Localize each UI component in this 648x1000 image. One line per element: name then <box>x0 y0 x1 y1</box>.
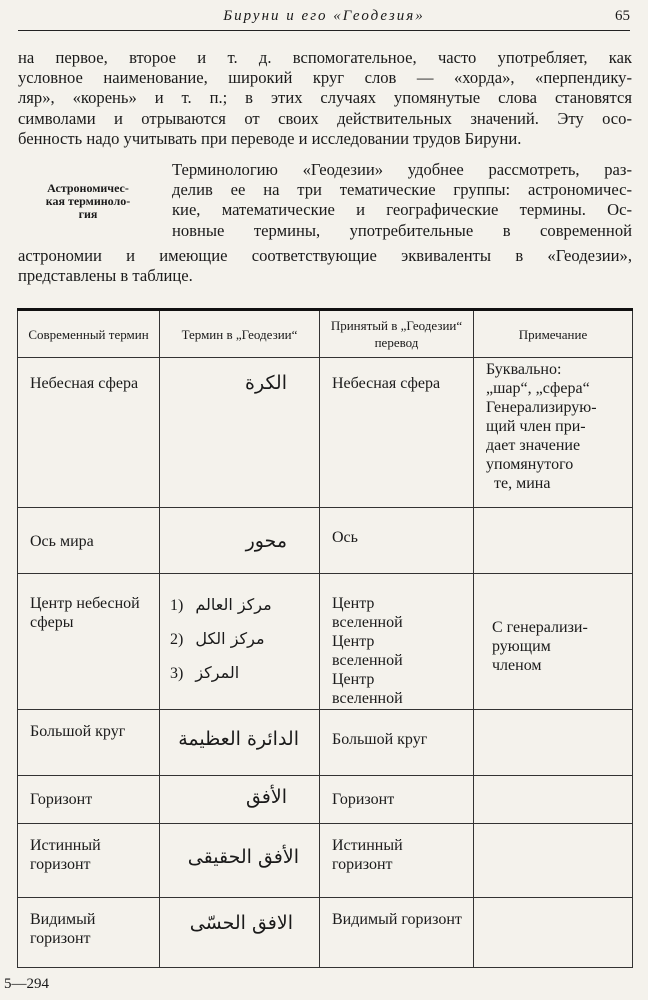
table-row <box>18 898 633 968</box>
arabic-term <box>160 710 320 776</box>
translation: Горизонт <box>320 776 474 824</box>
arabic-text: مركز الكل <box>195 629 265 648</box>
note <box>474 824 633 898</box>
note-line: „шар“, „сфера“ <box>486 380 590 397</box>
note <box>474 358 633 508</box>
table-row <box>18 824 633 898</box>
text-line: кие, математические и географические термины. Ос- <box>172 200 632 220</box>
paragraph-intro <box>18 48 632 149</box>
note <box>474 898 633 968</box>
text-line: на первое, второе и т. д. вспомогательное, часто употребляет, как <box>18 48 632 67</box>
arabic-term <box>160 776 320 824</box>
table-row <box>18 508 633 574</box>
modern-term: Центр небесной сферы <box>18 574 160 710</box>
running-header <box>18 4 630 31</box>
text-line: условное наименование, широкий круг слов — «хорда», «перпендику- <box>18 68 632 88</box>
note <box>474 508 633 574</box>
arabic-text: مركز العالم <box>195 595 272 614</box>
column-header: Термин в „Геодезии“ <box>160 310 320 358</box>
arabic-term <box>160 824 320 898</box>
modern-term: Истинный горизонт <box>18 824 160 898</box>
column-header: Примечание <box>474 310 633 358</box>
translation: Ось <box>320 508 474 574</box>
note <box>474 574 633 710</box>
text-line: бенность надо учитывать при переводе и исследовании трудов Бируни. <box>18 128 522 148</box>
item-number: 1) <box>170 597 184 614</box>
arabic-text: الافق الحسّى <box>189 912 293 934</box>
item-number: 3) <box>170 665 184 682</box>
table-row <box>18 358 633 508</box>
arabic-term-list <box>160 574 320 710</box>
text-line: представлены в таблице. <box>18 266 193 286</box>
paragraph-continuation <box>18 246 632 286</box>
printer-signature: 5—294 <box>4 976 49 992</box>
note-line: Генерализирую- <box>486 399 597 416</box>
text-line: астрономии и имеющие соответствующие эквиваленты в «Геодезии», <box>18 246 632 265</box>
side-heading-line: гия <box>78 207 98 221</box>
arabic-line <box>170 588 311 622</box>
text-line: символами и отрываются от своих действительных значений. Эту осо- <box>18 108 632 128</box>
modern-term: Ось мира <box>18 508 160 574</box>
translation: Истинный горизонт <box>320 824 474 898</box>
side-heading <box>18 182 158 221</box>
side-heading-line: кая терминоло- <box>45 194 131 208</box>
note-line: дает значение <box>486 437 581 454</box>
arabic-text: محور <box>245 530 287 552</box>
translation: Большой круг <box>320 710 474 776</box>
arabic-text: المركز <box>195 663 240 682</box>
note-line: упомянутого <box>486 456 574 473</box>
arabic-term <box>160 508 320 574</box>
arabic-term <box>160 358 320 508</box>
note-line: те, мина <box>494 475 551 492</box>
arabic-line <box>170 656 311 690</box>
arabic-term <box>160 898 320 968</box>
modern-term: Небесная сфера <box>18 358 160 508</box>
column-header: Принятый в „Геодезии“ перевод <box>320 310 474 358</box>
paragraph-terminology <box>172 160 632 241</box>
text-line: делив ее на три тематические группы: астрономичес- <box>172 180 632 200</box>
arabic-text: الأفق <box>245 786 287 808</box>
table-row <box>18 776 633 824</box>
modern-term: Большой круг <box>18 710 160 776</box>
text-line: ляр», «корень» и т. п.; в этих случаях упомянутые слова становятся <box>18 88 632 108</box>
arabic-text: الأفق الحقيقى <box>187 846 299 868</box>
item-number: 2) <box>170 631 184 648</box>
note <box>474 710 633 776</box>
note-line: Буквально: <box>486 361 562 378</box>
arabic-line <box>170 622 311 656</box>
translation: Центр вселенной Центр вселенной Центр вселенной <box>320 574 474 710</box>
column-header: Современный термин <box>18 310 160 358</box>
modern-term: Горизонт <box>18 776 160 824</box>
side-heading-line: Астрономичес- <box>47 181 129 195</box>
table-row <box>18 574 633 710</box>
page-number: 65 <box>615 8 630 24</box>
table-header-row <box>18 310 633 358</box>
modern-term: Видимый горизонт <box>18 898 160 968</box>
arabic-text: الكرة <box>245 372 287 394</box>
text-line: новные термины, употребительные в современной <box>172 220 632 240</box>
table-row <box>18 710 633 776</box>
note-line: рующим <box>492 638 551 655</box>
running-title: Бируни и его «Геодезия» <box>223 8 425 24</box>
translation: Небесная сфера <box>320 358 474 508</box>
note <box>474 776 633 824</box>
note-line: членом <box>492 657 542 674</box>
arabic-text: الدائرة العظيمة <box>178 728 299 750</box>
terminology-table <box>17 308 633 968</box>
note-line: С генерализи- <box>492 619 588 636</box>
text-line: Терминологию «Геодезии» удобнее рассмотреть, раз- <box>172 160 632 179</box>
translation: Видимый горизонт <box>320 898 474 968</box>
note-line: щий член при- <box>486 418 586 435</box>
